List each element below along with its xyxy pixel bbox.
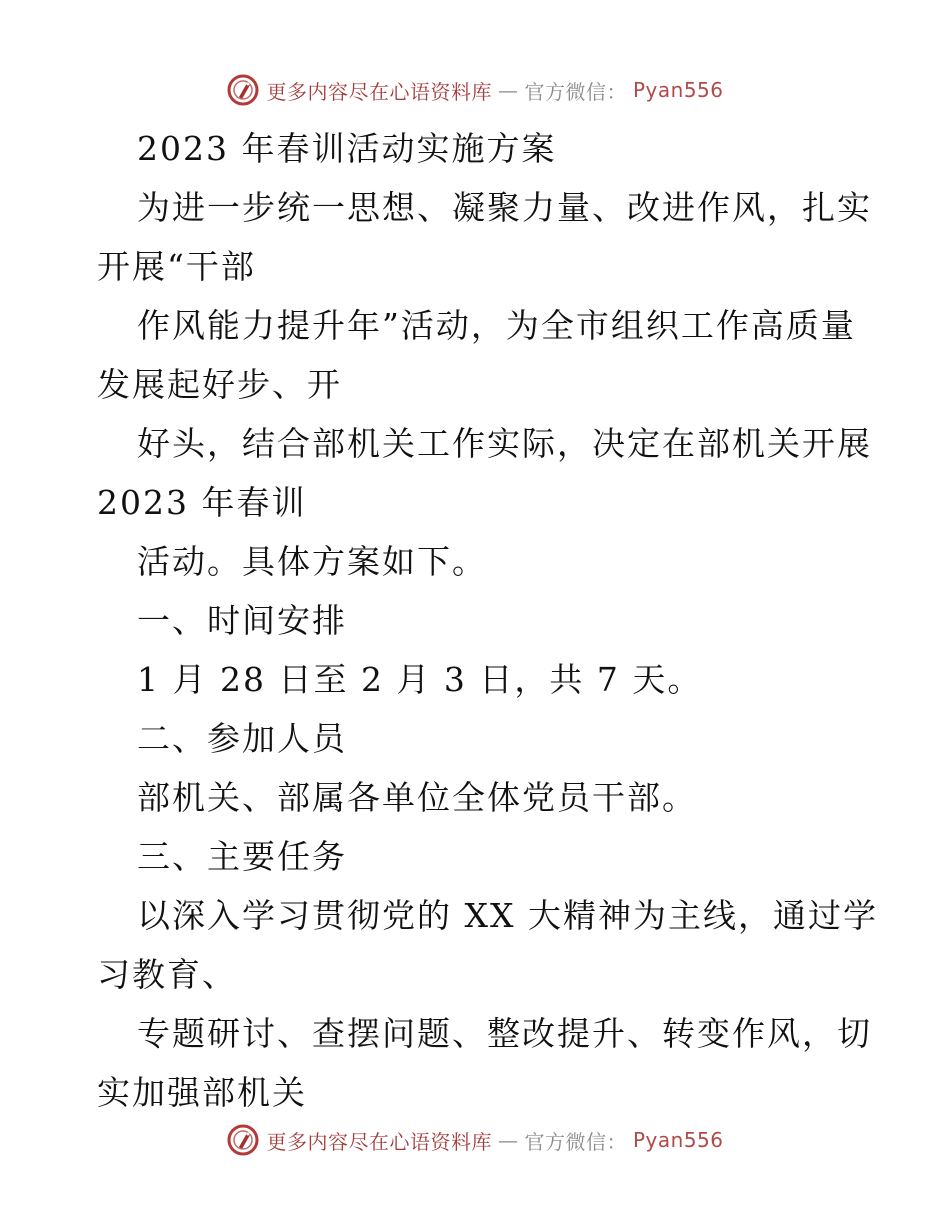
paragraph-line: 1 月 28 日至 2 月 3 日，共 7 天。 [137, 660, 703, 699]
paragraph-line: 习教育、 [97, 955, 237, 994]
pen-nib-logo-icon [226, 73, 260, 107]
paragraph-line: 发展起好步、开 [97, 365, 342, 404]
pen-nib-logo-icon [226, 1123, 260, 1157]
paragraph-line: 专题研讨、查摆问题、整改提升、转变作风，切 [137, 1014, 872, 1053]
document-body [97, 119, 878, 1122]
paragraph-line: 为进一步统一思想、凝聚力量、改进作风，扎实 [137, 188, 872, 227]
header-banner-separator: — [497, 78, 519, 102]
paragraph-line: 开展“干部 [97, 247, 256, 286]
paragraph-line: 以深入学习贯彻党的 XX 大精神为主线，通过学 [137, 896, 878, 935]
footer-banner-content [226, 1123, 723, 1157]
footer-banner [0, 1118, 950, 1162]
header-banner-content [226, 73, 723, 107]
footer-banner-contact-id: Pyan556 [632, 1128, 724, 1152]
document-title: 2023 年春训活动实施方案 [137, 129, 557, 168]
header-banner-contact-label: 官方微信： [524, 79, 627, 104]
footer-banner-contact-label: 官方微信： [524, 1129, 627, 1154]
header-banner-contact-id: Pyan556 [632, 78, 724, 102]
section-heading-schedule: 一、时间安排 [137, 601, 347, 640]
section-heading-participants: 二、参加人员 [137, 719, 347, 758]
paragraph-line: 活动。具体方案如下。 [137, 542, 487, 581]
paragraph-line: 好头，结合部机关工作实际，决定在部机关开展 [137, 424, 872, 463]
header-banner-title: 更多内容尽在心语资料库 [266, 79, 492, 104]
paragraph-line: 部机关、部属各单位全体党员干部。 [137, 778, 697, 817]
paragraph-line: 2023 年春训 [97, 483, 307, 522]
header-banner [0, 68, 950, 112]
footer-banner-separator: — [497, 1128, 519, 1152]
paragraph-line: 实加强部机关 [97, 1073, 307, 1112]
section-heading-tasks: 三、主要任务 [137, 837, 347, 876]
paragraph-line: 作风能力提升年”活动，为全市组织工作高质量 [137, 306, 856, 345]
footer-banner-title: 更多内容尽在心语资料库 [266, 1129, 492, 1154]
